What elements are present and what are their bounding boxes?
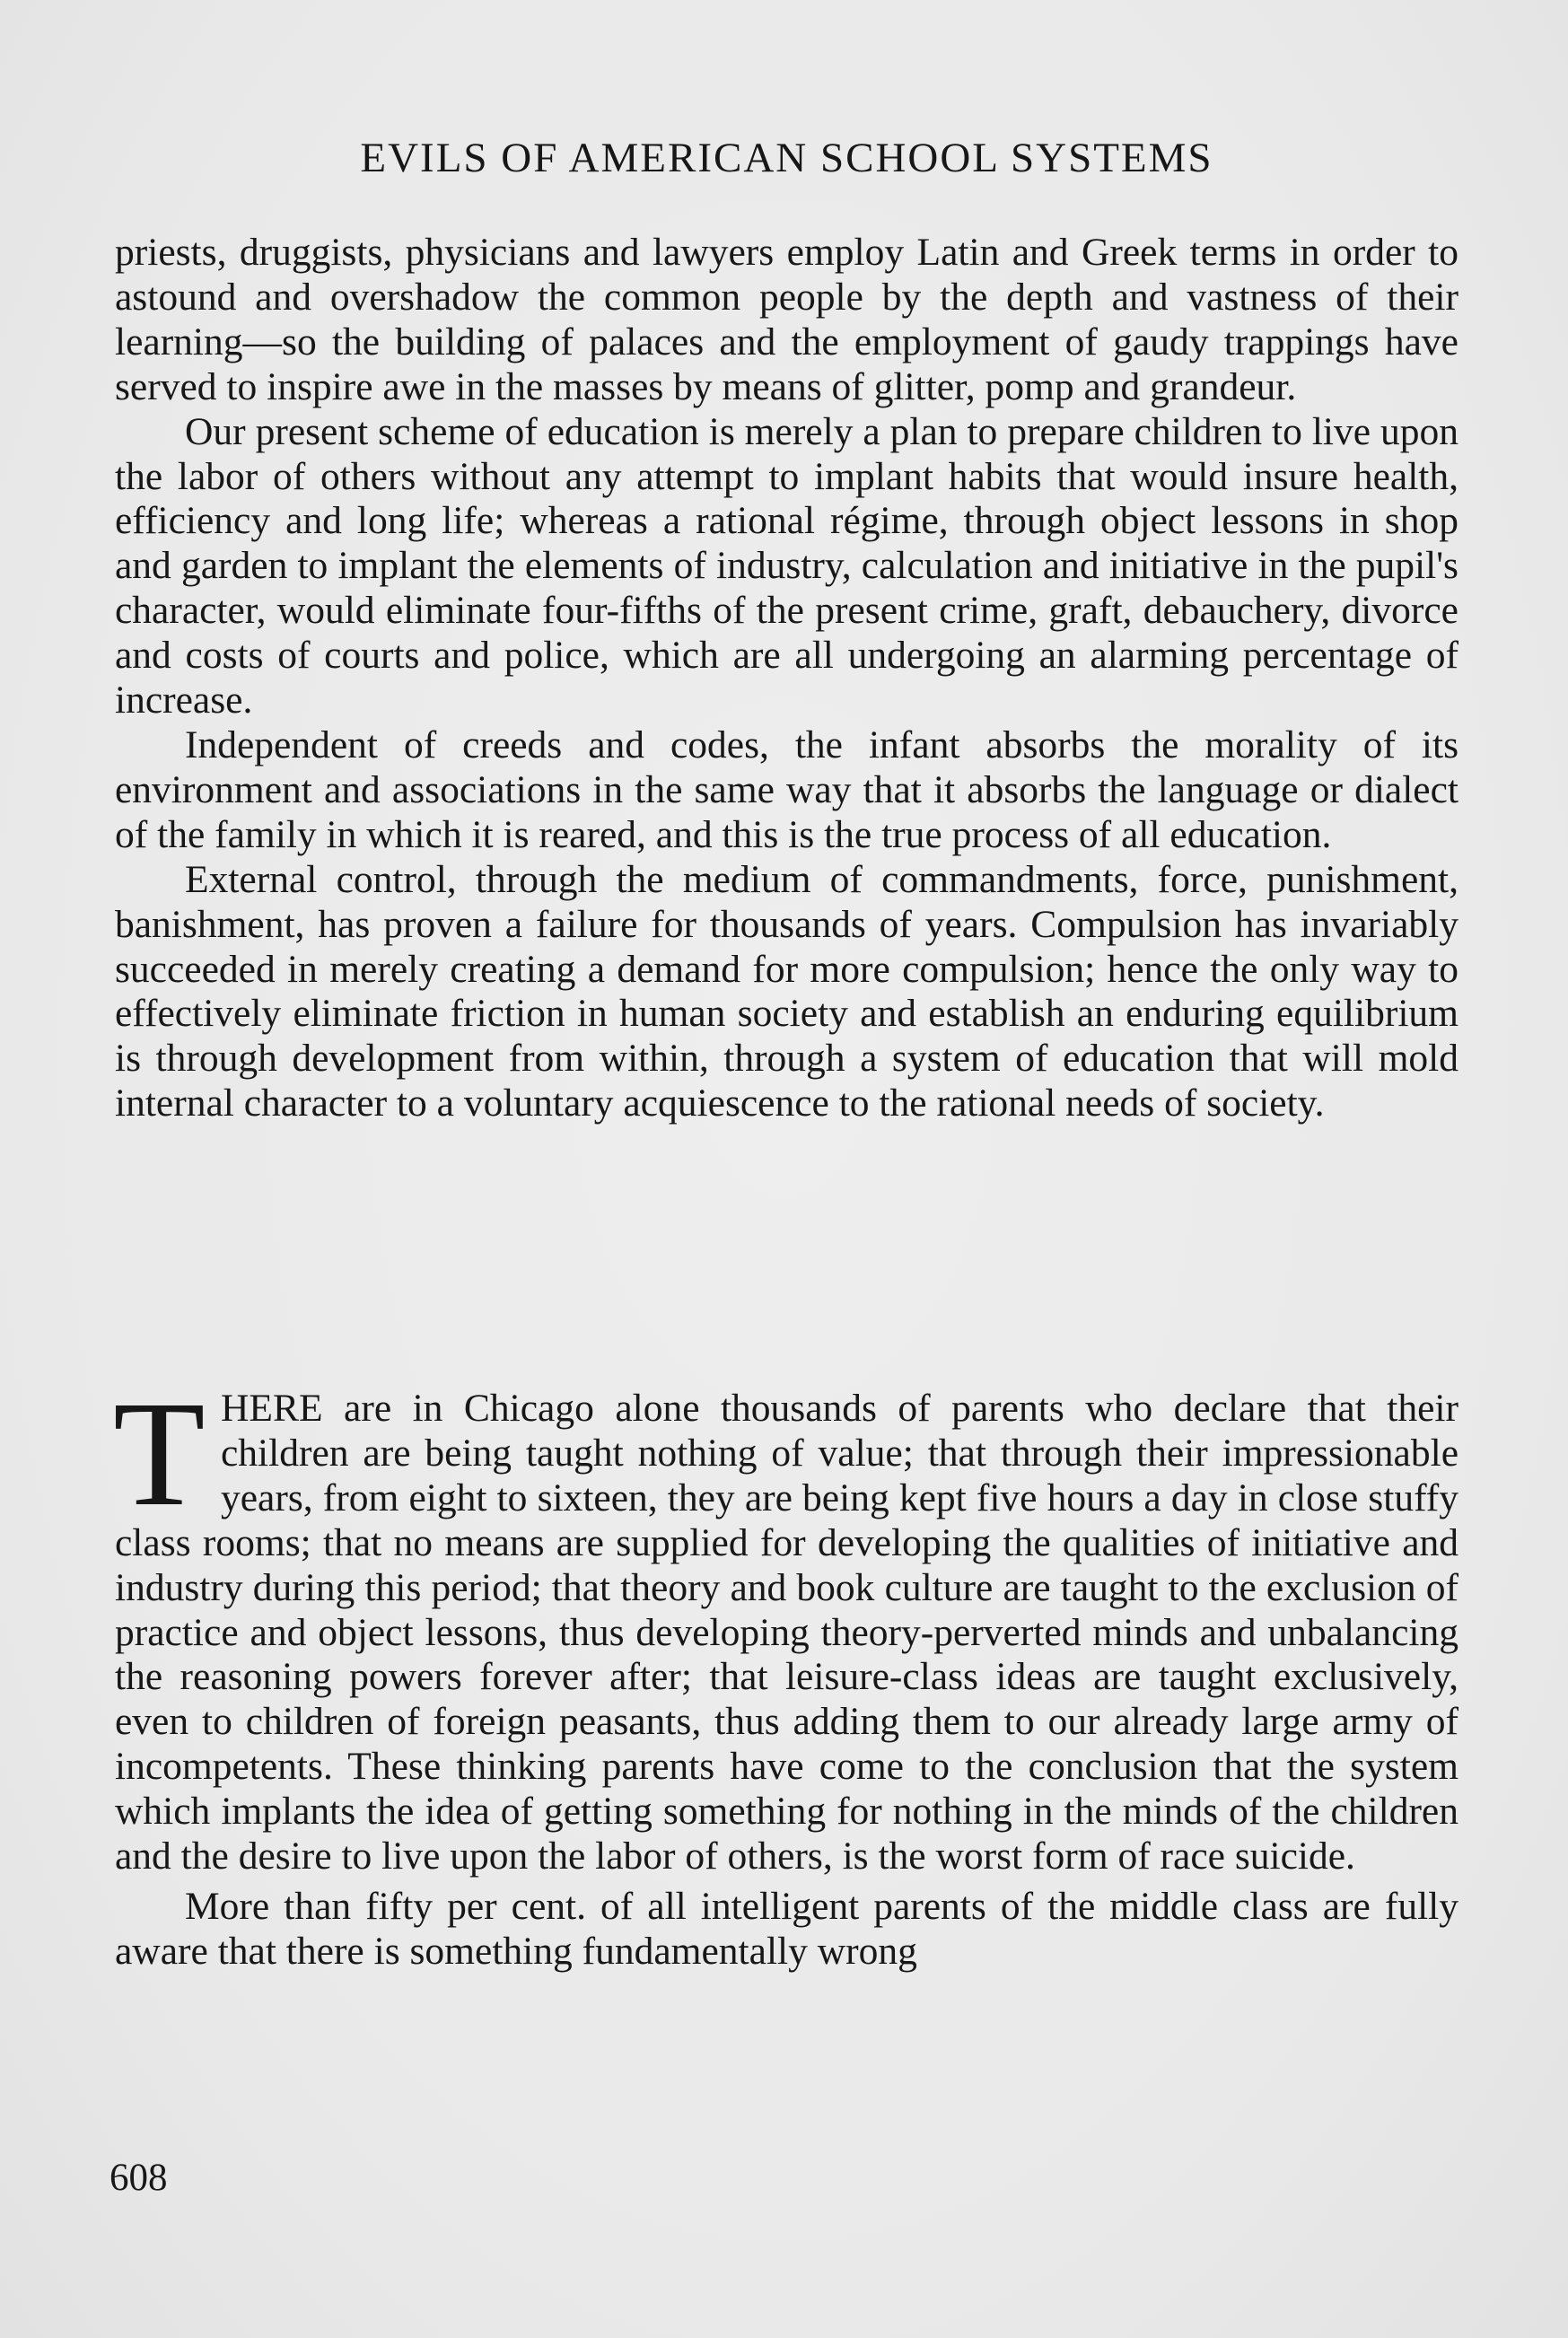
page-number: 608 — [109, 2157, 168, 2199]
body-text — [115, 231, 1459, 1126]
paragraph: More than fifty per cent. of all intelligent parents of the middle class are fully aware that there is something fundamentally wrong — [115, 1884, 1459, 1973]
paragraph: Independent of creeds and codes, the infant absorbs the morality of its environment and associations in the same way that it absorbs the language or dialect of the family in which it is reared, and this is the true process of all education. — [115, 722, 1459, 856]
running-head: EVILS OF AMERICAN SCHOOL SYSTEMS — [360, 135, 1213, 181]
section-opening-paragraph — [113, 1370, 1459, 1879]
drop-cap: T — [113, 1370, 206, 1537]
paragraph: Our present scheme of education is merely a plan to prepare children to live upon the labor of others without any attempt to implant habits that would insure health, efficiency and long life; whereas a rational régime, through object lessons in shop and garden to implant the elements of industry, calculation and initiative in the pupil's character, would eliminate four-fifths of the present crime, graft, debauchery, divorce and costs of courts and police, which are all undergoing an alarming percentage of increase. — [115, 409, 1459, 722]
opening-text: are in Chicago alone thousands of parents who declare that their children are being taught nothing of value; that through their impressionable years, from eight to sixteen, they are being kept five hours a day in close stuffy class rooms; that no means are supplied for developing the qualities of initiative and industry during this period; that theory and book culture are taught to the exclusion of practice and object lessons, thus developing theory-perverted minds and unbalancing the reasoning powers forever after; that leisure-class ideas are taught exclusively, even to children of foreign peasants, thus adding them to our already large army of incompetents. These thinking parents have come to the conclusion that the system which implants the idea of getting something for nothing in the minds of the children and the desire to live upon the labor of others, is the worst form of race suicide. — [115, 1387, 1459, 1878]
paragraph: External control, through the medium of commandments, force, punishment, banishment, has proven a failure for thousands of years. Compulsion has invariably succeeded in merely creating a demand for more compulsion; hence the only way to effectively eliminate friction in human society and establish an enduring equilibrium is through development from within, through a system of education that will mold internal character to a voluntary acquiescence to the rational needs of society. — [115, 857, 1459, 1125]
paragraph: priests, druggists, physicians and lawyers employ Latin and Greek terms in order to astound and overshadow the common people by the depth and vastness of their learning—so the building of palaces and the employment of gaudy trappings have served to inspire awe in the masses by means of glitter, pomp and grandeur. — [115, 231, 1459, 408]
section-body — [113, 1370, 1459, 1975]
opening-caps: HERE — [221, 1387, 323, 1430]
